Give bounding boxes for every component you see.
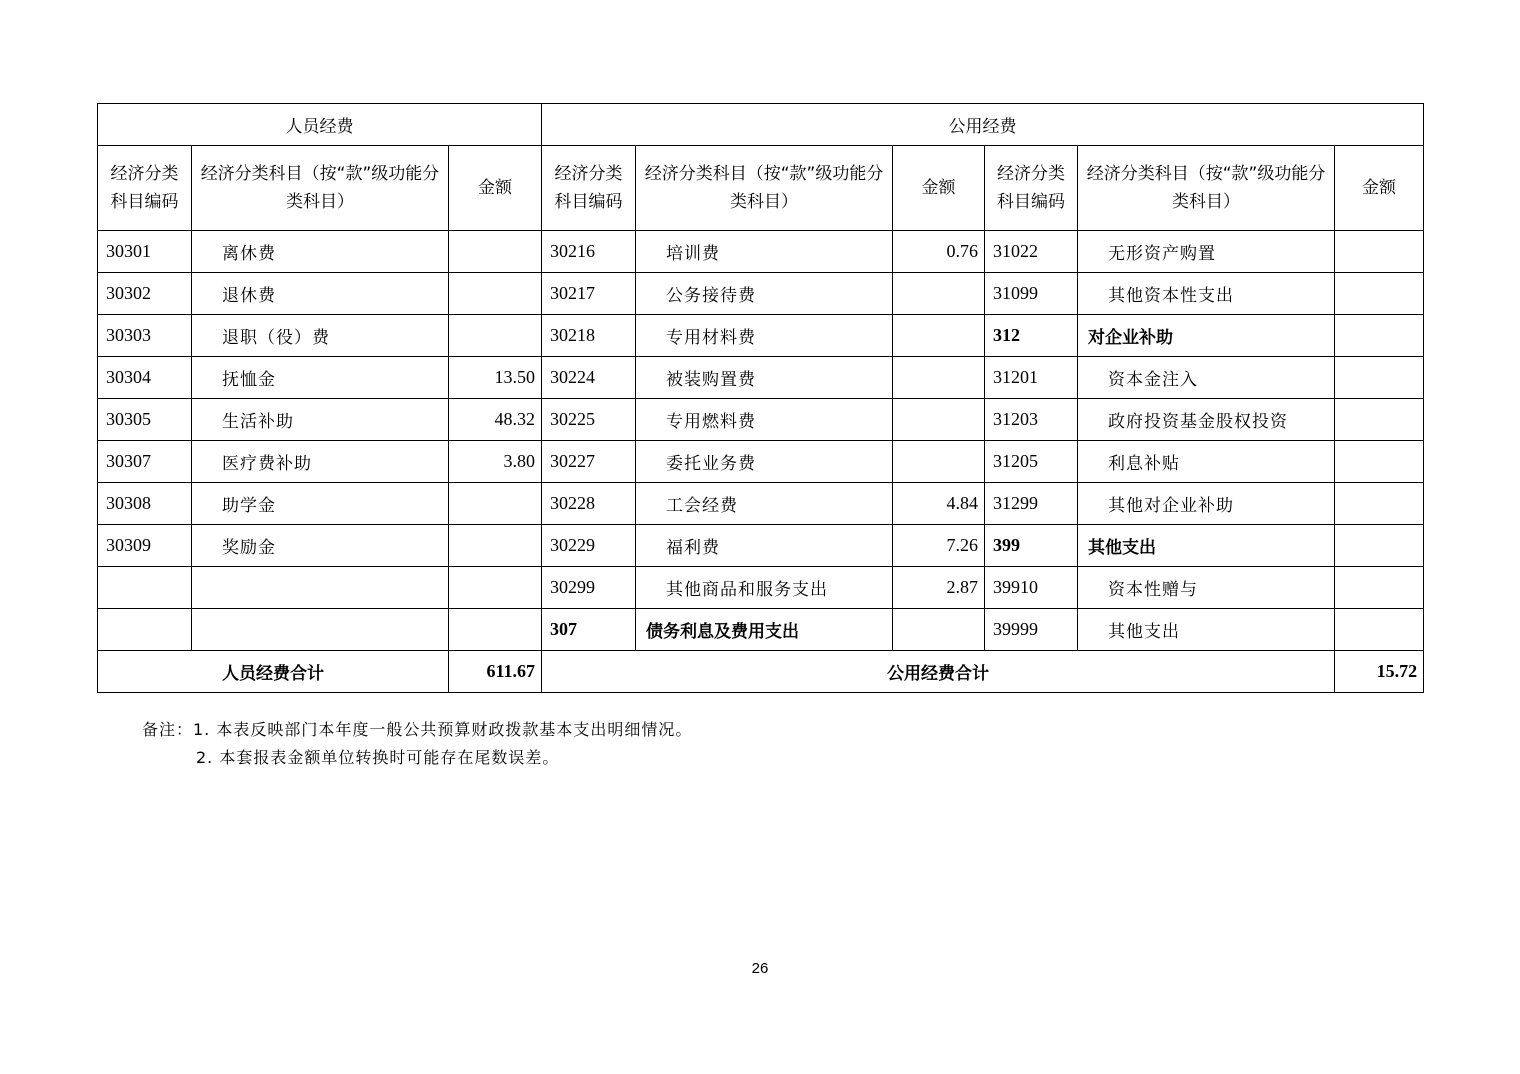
expenditure-detail-table — [97, 103, 1424, 693]
amount-cell — [449, 525, 542, 567]
amount-cell — [1335, 231, 1424, 273]
code-cell: 30307 — [98, 441, 192, 483]
amount-cell — [1335, 399, 1424, 441]
name-cell: 福利费 — [636, 525, 893, 567]
public-total-label: 公用经费合计 — [542, 651, 1335, 693]
amount-cell — [893, 399, 985, 441]
code-cell: 30299 — [542, 567, 636, 609]
personnel-total-value: 611.67 — [449, 651, 542, 693]
code-cell: 30217 — [542, 273, 636, 315]
name-cell: 资本金注入 — [1078, 357, 1335, 399]
name-cell: 其他支出 — [1078, 609, 1335, 651]
header-name: 经济分类科目（按“款”级功能分类科目） — [636, 146, 893, 231]
public-total-value: 15.72 — [1335, 651, 1424, 693]
name-cell: 工会经费 — [636, 483, 893, 525]
code-cell: 30218 — [542, 315, 636, 357]
code-cell: 31299 — [985, 483, 1078, 525]
code-cell: 30224 — [542, 357, 636, 399]
name-cell — [192, 567, 449, 609]
code-cell: 30308 — [98, 483, 192, 525]
table-row — [98, 567, 1424, 609]
code-cell: 30303 — [98, 315, 192, 357]
code-cell: 31099 — [985, 273, 1078, 315]
header-code: 经济分类科目编码 — [98, 146, 192, 231]
amount-cell — [449, 567, 542, 609]
amount-cell — [1335, 357, 1424, 399]
amount-cell: 7.26 — [893, 525, 985, 567]
name-cell: 其他资本性支出 — [1078, 273, 1335, 315]
amount-cell — [1335, 315, 1424, 357]
group-personnel-header: 人员经费 — [98, 104, 542, 146]
category-name-cell: 其他支出 — [1078, 525, 1335, 567]
code-cell: 30309 — [98, 525, 192, 567]
totals-row — [98, 651, 1424, 693]
table-row — [98, 441, 1424, 483]
name-cell: 退职（役）费 — [192, 315, 449, 357]
page-number: 26 — [751, 960, 769, 977]
header-name: 经济分类科目（按“款”级功能分类科目） — [192, 146, 449, 231]
table-row — [98, 273, 1424, 315]
note-line-2: 2. 本套报表金额单位转换时可能存在尾数误差。 — [196, 748, 560, 767]
code-cell: 30227 — [542, 441, 636, 483]
amount-cell — [1335, 567, 1424, 609]
table-row — [98, 483, 1424, 525]
name-cell: 离休费 — [192, 231, 449, 273]
name-cell: 其他对企业补助 — [1078, 483, 1335, 525]
code-cell: 30216 — [542, 231, 636, 273]
header-amount: 金额 — [1335, 146, 1424, 231]
code-cell: 30229 — [542, 525, 636, 567]
code-cell: 30305 — [98, 399, 192, 441]
name-cell — [192, 609, 449, 651]
amount-cell — [1335, 483, 1424, 525]
name-cell: 医疗费补助 — [192, 441, 449, 483]
category-code-cell: 307 — [542, 609, 636, 651]
code-cell: 31201 — [985, 357, 1078, 399]
amount-cell — [449, 231, 542, 273]
amount-cell — [449, 315, 542, 357]
amount-cell — [449, 609, 542, 651]
amount-cell — [1335, 609, 1424, 651]
code-cell: 30228 — [542, 483, 636, 525]
header-code: 经济分类科目编码 — [542, 146, 636, 231]
group-header-row — [98, 104, 1424, 146]
personnel-total-label: 人员经费合计 — [98, 651, 449, 693]
table-row — [98, 315, 1424, 357]
code-cell: 30225 — [542, 399, 636, 441]
amount-cell — [893, 315, 985, 357]
note-line-1: 备注：1. 本表反映部门本年度一般公共预算财政拨款基本支出明细情况。 — [142, 720, 693, 739]
name-cell: 奖励金 — [192, 525, 449, 567]
name-cell: 政府投资基金股权投资 — [1078, 399, 1335, 441]
amount-cell: 0.76 — [893, 231, 985, 273]
amount-cell — [893, 441, 985, 483]
name-cell: 生活补助 — [192, 399, 449, 441]
code-cell: 39910 — [985, 567, 1078, 609]
table-row — [98, 357, 1424, 399]
amount-cell — [449, 273, 542, 315]
name-cell: 利息补贴 — [1078, 441, 1335, 483]
amount-cell: 4.84 — [893, 483, 985, 525]
category-name-cell: 债务利息及费用支出 — [636, 609, 893, 651]
amount-cell: 48.32 — [449, 399, 542, 441]
group-public-header: 公用经费 — [542, 104, 1424, 146]
amount-cell — [1335, 525, 1424, 567]
name-cell: 资本性赠与 — [1078, 567, 1335, 609]
header-amount: 金额 — [449, 146, 542, 231]
code-cell: 31022 — [985, 231, 1078, 273]
amount-cell — [1335, 441, 1424, 483]
column-header-row — [98, 146, 1424, 231]
name-cell: 专用材料费 — [636, 315, 893, 357]
amount-cell: 3.80 — [449, 441, 542, 483]
table-row — [98, 609, 1424, 651]
amount-cell — [893, 357, 985, 399]
name-cell: 专用燃料费 — [636, 399, 893, 441]
code-cell: 31203 — [985, 399, 1078, 441]
name-cell: 助学金 — [192, 483, 449, 525]
category-code-cell: 312 — [985, 315, 1078, 357]
amount-cell — [893, 609, 985, 651]
name-cell: 退休费 — [192, 273, 449, 315]
notes — [142, 716, 692, 772]
name-cell: 无形资产购置 — [1078, 231, 1335, 273]
amount-cell — [1335, 273, 1424, 315]
name-cell: 培训费 — [636, 231, 893, 273]
code-cell: 30301 — [98, 231, 192, 273]
header-amount: 金额 — [893, 146, 985, 231]
amount-cell: 13.50 — [449, 357, 542, 399]
category-code-cell: 399 — [985, 525, 1078, 567]
header-code: 经济分类科目编码 — [985, 146, 1078, 231]
amount-cell: 2.87 — [893, 567, 985, 609]
name-cell: 公务接待费 — [636, 273, 893, 315]
code-cell — [98, 609, 192, 651]
name-cell: 被装购置费 — [636, 357, 893, 399]
name-cell: 其他商品和服务支出 — [636, 567, 893, 609]
amount-cell — [893, 273, 985, 315]
header-name: 经济分类科目（按“款”级功能分类科目） — [1078, 146, 1335, 231]
name-cell: 抚恤金 — [192, 357, 449, 399]
name-cell: 委托业务费 — [636, 441, 893, 483]
code-cell: 39999 — [985, 609, 1078, 651]
category-name-cell: 对企业补助 — [1078, 315, 1335, 357]
code-cell: 30302 — [98, 273, 192, 315]
amount-cell — [449, 483, 542, 525]
table-row — [98, 399, 1424, 441]
code-cell: 30304 — [98, 357, 192, 399]
code-cell — [98, 567, 192, 609]
table-row — [98, 525, 1424, 567]
code-cell: 31205 — [985, 441, 1078, 483]
table-row — [98, 231, 1424, 273]
